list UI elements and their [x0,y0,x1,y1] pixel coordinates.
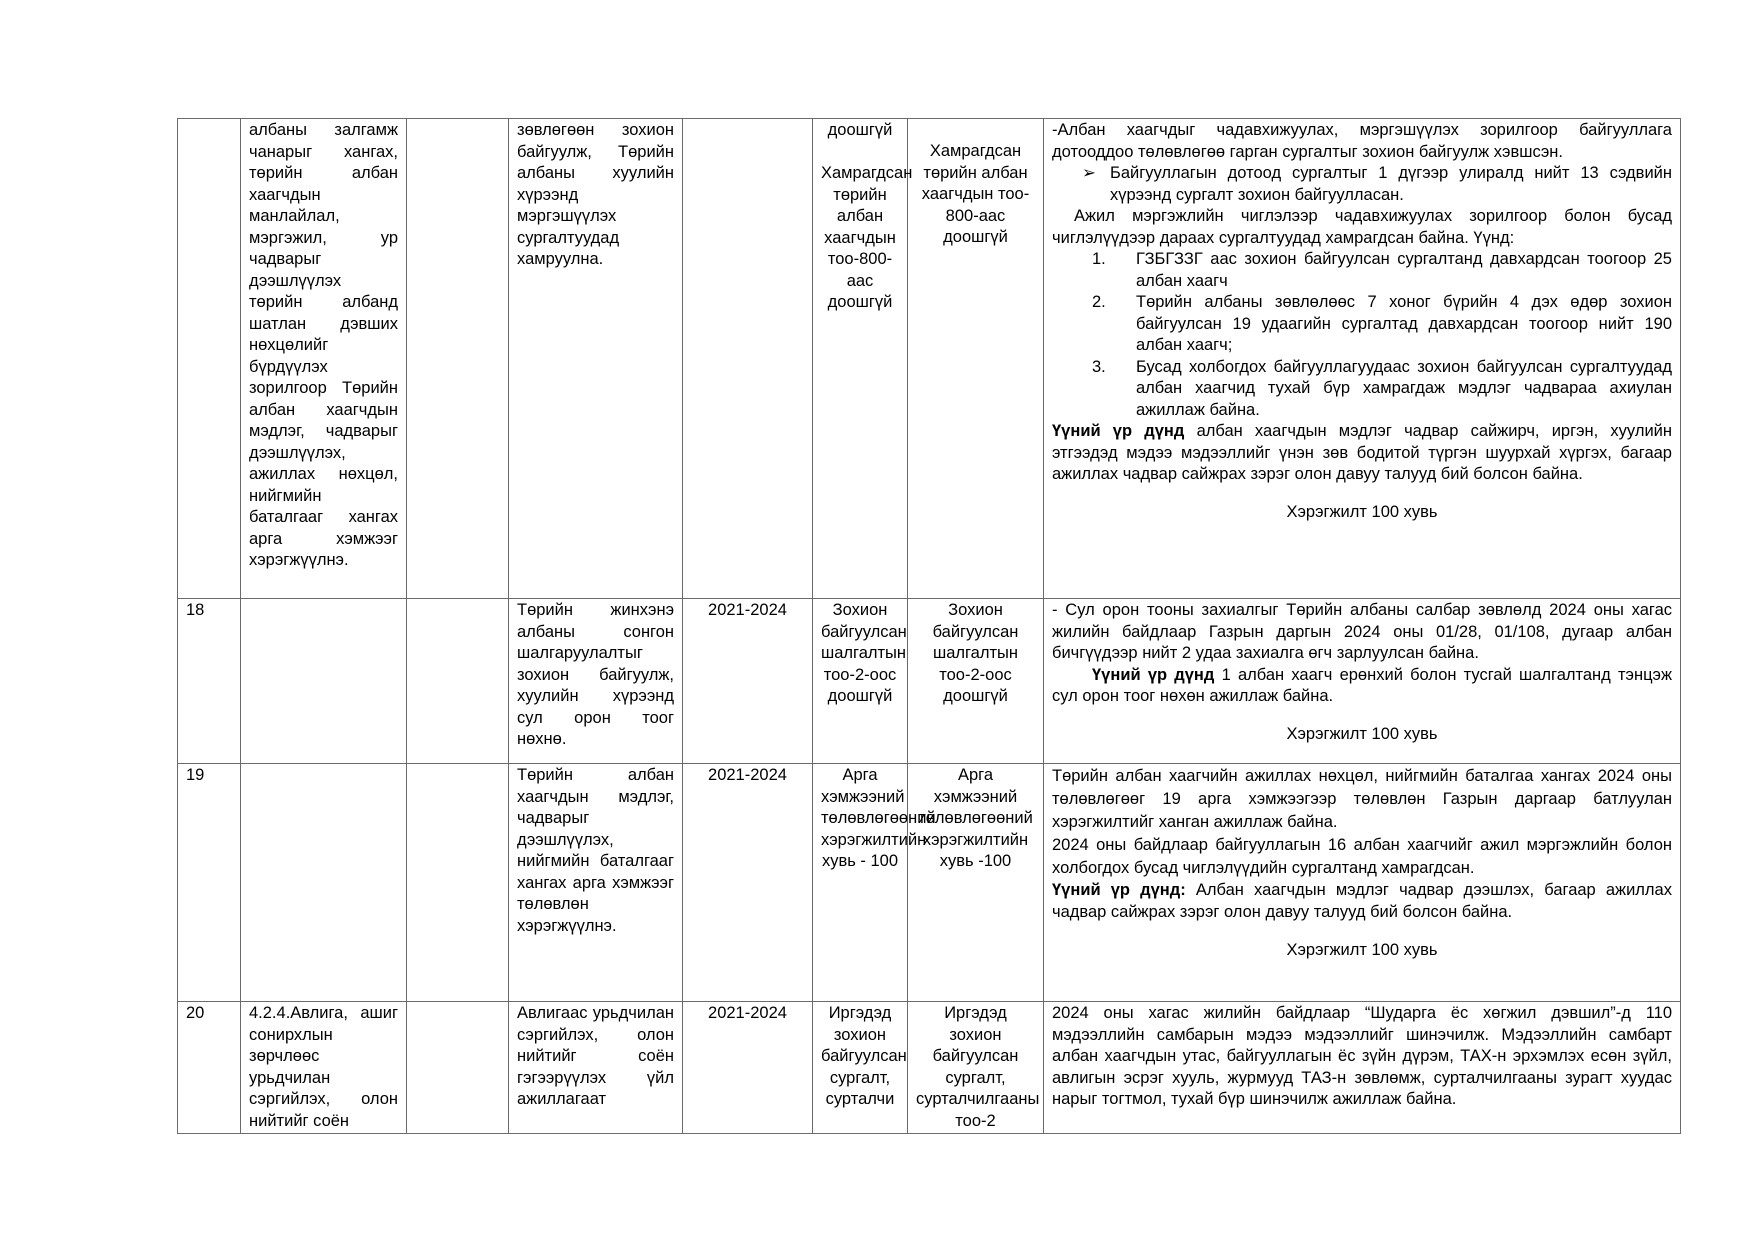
list-number: 3. [1092,357,1106,376]
plan-report-table [177,118,1681,1134]
report-paragraph: Ажил мэргэжлийн чиглэлээр чадавхижуулах зорилгоор болон бусад чиглэлүүдээр дараах сургалтуудад хамрагдсан байна. Үүнд: [1052,207,1672,247]
status-text: Хэрэгжилт 100 хувь [1286,725,1438,743]
table-row [178,599,1681,764]
indicator-cell: Зохион байгуулсан шалгалтын тоо-2-оос доошгүй [813,599,908,764]
list-item [1052,292,1672,357]
arrow-bullet-icon: ➢ [1082,164,1096,182]
goal-cell [241,764,407,1002]
result-text: 1 албан хаагч ерөнхий болон тусгай шалгалтанд тэнцэж сул орон тоог нөхөн ажиллаж байна. [1052,665,1672,705]
target-cell: Арга хэмжээний төлөвлөгөөний хэрэгжилтийн хувь -100 [908,764,1044,1002]
measure-cell: Төрийн жинхэнэ албаны сонгон шалгаруулалтыг зохион байгуулж, хуулийн хүрээнд сул орон тоог нөхнө. [509,599,683,764]
report-bullet [1082,163,1672,206]
indicator-cell [813,119,913,599]
report-cell [1044,599,1681,764]
period-cell [683,119,813,599]
measure-cell: Төрийн албан хаагчдын мэдлэг, чадварыг дээшлүүлэх, нийгмийн баталгааг хангах арга хэмжээг төлөвлөн хэрэгжүүлнэ. [509,764,683,1002]
list-item [1052,249,1672,292]
report-result [1052,880,1672,923]
goal-cell: албаны залгамж чанарыг хангах, төрийн албан хаагчдын манлайлал, мэргэжил, ур чадварыг дээшлүүлэх төрийн албанд шатлан дэвших нөхцөлийг бүрдүүлэх зорилгоор Төрийн албан хаагчдын мэдлэг, чадварыг дээшлүүлэх, ажиллах нөхцөл, нийгмийн баталгааг хангах арга хэмжээг хэрэгжүүлнэ. [241,119,407,599]
target-cell: Иргэдэд зохион байгуулсан сургалт, сурталчилгааны тоо-2 [908,1002,1044,1134]
report-paragraph: 2024 оны хагас жилийн байдлаар “Шударга ёс хөгжил дэвшил”-д 110 мэдээллийн самбарын мэдээ мэдээллийг шинэчилж. Мэдээллийн самбарт албан хаагчдын утас, байгууллагын ёс зүйн дүрэм, ТАХ-н эрхэмлэх есөн зүйл, авлигын эсрэг хууль, журмууд ТАЗ-н зөвлөмж, сурталчилгааны зурагт хуудас нарыг тогтмол, тухай бүр шинэчилж ажиллаж байна. [1052,1004,1672,1108]
report-cell [1044,764,1681,1002]
list-number: 2. [1092,293,1106,311]
empty-cell [407,599,509,764]
report-paragraph: Төрийн албан хаагчийн ажиллах нөхцөл, нийгмийн баталгаа хангах 2024 оны төлөвлөгөөг 19 арга хэмжээгээр төлөвлөн Газрын даргаар батлуулан хэрэгжилтийг ханган ажиллаж байна. [1052,767,1672,831]
status-text: Хэрэгжилт 100 хувь [1286,503,1438,521]
list-item [1052,357,1672,422]
result-label: Үүний үр дүнд: [1052,881,1186,899]
target-text: Хамрагдсан төрийн албан хаагчдын тоо- 800-аас доошгүй [921,142,1030,246]
result-text: Албан хаагчдын мэдлэг чадвар дээшлэх, багаар ажиллах чадвар сайжрах зэрэг олон давуу талууд бий болсон байна. [1052,881,1672,921]
goal-cell: 4.2.4.Авлига, ашиг сонирхлын зөрчлөөс урьдчилан сэргийлэх, олон нийтийг соён [241,1002,407,1134]
status-text: Хэрэгжилт 100 хувь [1286,940,1438,959]
list-item-text: ГЗБГЗЗГ аас зохион байгуулсан сургалтанд давхардсан тоогоор 25 албан хаагч [1136,250,1672,290]
empty-cell [407,119,509,599]
list-item-text: Төрийн албаны зөвлөлөөс 7 хоног бүрийн 4 дэх өдөр зохион байгуулсан 19 удаагийн сургалтад давхардсан тоогоор нийт 190 албан хаагч; [1136,293,1672,354]
row-number: 20 [178,1002,241,1134]
indicator-cell: Арга хэмжээний төлөвлөгөөний хэрэгжилтийн хувь - 100 [813,764,908,1002]
target-cell: Зохион байгуулсан шалгалтын тоо-2-оос доошгүй [908,599,1044,764]
target-cell [908,119,1044,599]
goal-cell [241,599,407,764]
period-cell: 2021-2024 [683,1002,813,1134]
row-number: 19 [178,764,241,1002]
measure-cell: зөвлөгөөн зохион байгуулж, Төрийн албаны хуулийн хүрээнд мэргэшүүлэх сургалтуудад хамруулна. [509,119,683,599]
table-row [178,1002,1681,1134]
list-number: 1. [1092,250,1106,268]
measure-cell: Авлигаас урьдчилан сэргийлэх, олон нийтийг соён гэгээрүүлэх үйл ажиллагаат [509,1002,683,1134]
indicator-text: доошгүй Хамрагдсан төрийн албан хаагчдын тоо-800-аас доошгүй [821,121,913,311]
report-result [1052,421,1672,486]
row-number [178,119,241,599]
empty-cell [407,1002,509,1134]
report-cell [1044,119,1681,599]
period-cell: 2021-2024 [683,599,813,764]
report-intro: -Албан хаагчдыг чадавхижуулах, мэргэшүүлэх зорилгоор байгууллага дотооддоо төлөвлөгөө гарган сургалтыг зохион байгуулж хэвшсэн. [1052,121,1672,161]
report-intro: - Сул орон тооны захиалгыг Төрийн албаны салбар зөвлөлд 2024 оны хагас жилийн байдлаар Газрын даргын 2024 оны 01/28, 01/108, дугаар албан бичгүүдээр нийт 2 удаа захиалга өгч зарлуулсан байна. [1052,601,1672,662]
table-row [178,764,1681,1002]
result-label: Үүний үр дүнд [1092,665,1215,684]
report-cell [1044,1002,1681,1134]
list-item-text: Бусад холбогдох байгууллагуудаас зохион байгуулсан сургалтуудад албан хаагчид тухай бүр хамрагдаж мэдлэг чадвараа ахиулан ажиллаж байна. [1136,357,1672,419]
report-paragraph: 2024 оны байдлаар байгууллагын 16 албан хаагчийг ажил мэргэжлийн болон холбогдох бусад чиглэлүүдийн сургалтанд хамрагдсан. [1052,836,1672,877]
report-result [1052,665,1672,708]
report-numbered-list [1052,249,1672,421]
empty-cell [407,764,509,1002]
bullet-text: Байгууллагын дотоод сургалтыг 1 дүгээр улиралд нийт 13 сэдвийн хүрээнд сургалт зохион байгуулласан. [1110,164,1672,204]
indicator-cell: Иргэдэд зохион байгуулсан сургалт, сурталчи [813,1002,908,1134]
result-label: Үүний үр дүнд [1052,422,1185,440]
result-text: албан хаагчдын мэдлэг чадвар сайжирч, иргэн, хуулийн этгээдэд мэдээ мэдээллийг үнэн зөв бодитой түргэн шуурхай хүргэх, багаар ажиллах чадвар сайжрах зэрэг олон давуу талууд бий болсон байна. [1052,422,1672,483]
period-cell: 2021-2024 [683,764,813,1002]
row-number: 18 [178,599,241,764]
table-row [178,119,1681,599]
